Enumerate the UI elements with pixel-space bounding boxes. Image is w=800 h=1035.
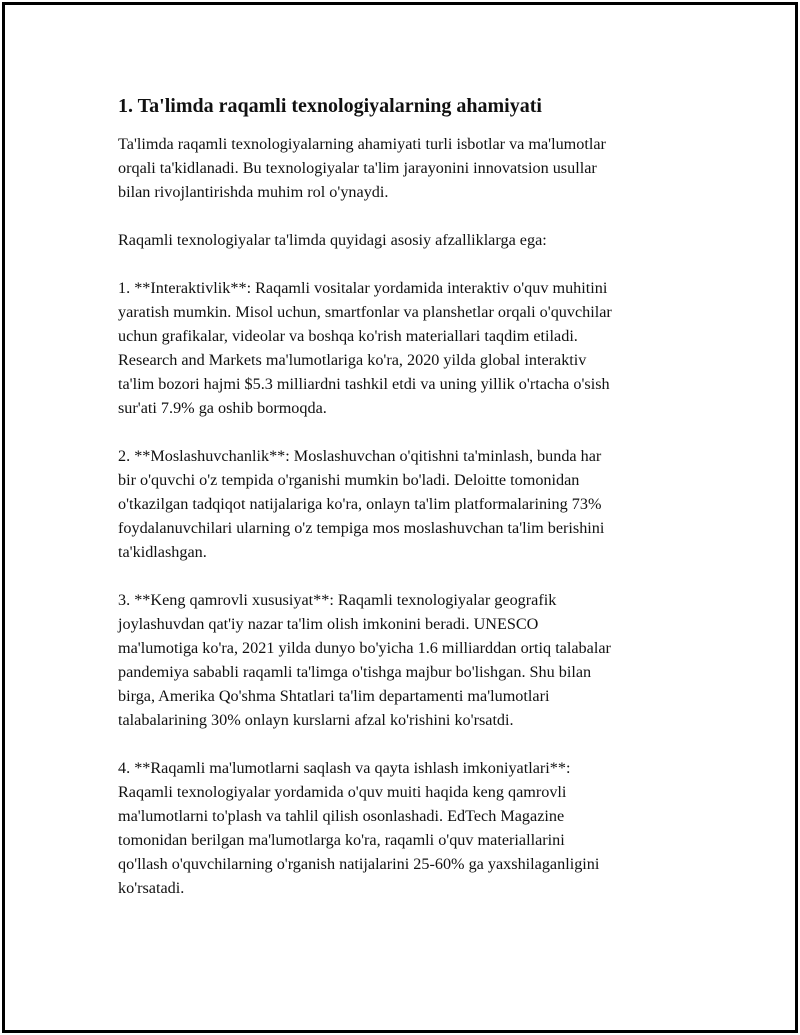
text-line: orqali ta'kidlanadi. Bu texnologiyalar ta'lim jarayonini innovatsion usullar [118, 159, 597, 177]
text-line: 1. **Interaktivlik**: Raqamli vositalar yordamida interaktiv o'quv muhitini [118, 279, 608, 297]
section-heading: 1. Ta'limda raqamli texnologiyalarning ahamiyati [118, 95, 542, 117]
text-line: joylashuvdan qat'iy nazar ta'lim olish imkonini beradi. UNESCO [118, 615, 539, 633]
text-line: talabalarining 30% onlayn kurslarni afzal ko'rishini ko'rsatdi. [118, 711, 514, 729]
text-line: qo'llash o'quvchilarning o'rganish natijalarini 25-60% ga yaxshilaganligini [118, 855, 600, 873]
text-line: 2. **Moslashuvchanlik**: Moslashuvchan o'qitishni ta'minlash, bunda har [118, 447, 602, 465]
paragraph-advantages-intro [118, 228, 698, 252]
text-line: Raqamli texnologiyalar yordamida o'quv muiti haqida keng qamrovli [118, 783, 567, 801]
text-line: ma'lumotlarni to'plash va tahlil qilish osonlashadi. EdTech Magazine [118, 807, 565, 825]
text-line: yaratish mumkin. Misol uchun, smartfonlar va planshetlar orqali o'quvchilar [118, 303, 612, 321]
paragraph-accessibility [118, 588, 698, 732]
text-line: 4. **Raqamli ma'lumotlarni saqlash va qayta ishlash imkoniyatlari**: [118, 759, 571, 777]
text-line: bir o'quvchi o'z tempida o'rganishi mumkin bo'ladi. Deloitte tomonidan [118, 471, 580, 489]
paragraph-intro [118, 132, 698, 204]
text-line: Research and Markets ma'lumotlariga ko'ra, 2020 yilda global interaktiv [118, 351, 587, 369]
text-line: ko'rsatadi. [118, 879, 185, 897]
text-line: ta'kidlashgan. [118, 543, 207, 561]
text-line: o'tkazilgan tadqiqot natijalariga ko'ra, onlayn ta'lim platformalarining 73% [118, 495, 602, 513]
paragraph-flexibility [118, 444, 698, 564]
document-body [118, 93, 698, 924]
text-line: birga, Amerika Qo'shma Shtatlari ta'lim departamenti ma'lumotlari [118, 687, 550, 705]
text-line: Raqamli texnologiyalar ta'limda quyidagi asosiy afzalliklarga ega: [118, 231, 547, 249]
text-line: foydalanuvchilari ularning o'z tempiga mos moslashuvchan ta'lim berishini [118, 519, 605, 537]
paragraph-data-processing [118, 756, 698, 900]
text-line: Ta'limda raqamli texnologiyalarning ahamiyati turli isbotlar va ma'lumotlar [118, 135, 606, 153]
text-line: sur'ati 7.9% ga oshib bormoqda. [118, 399, 327, 417]
text-line: bilan rivojlantirishda muhim rol o'ynaydi. [118, 183, 389, 201]
text-line: ta'lim bozori hajmi $5.3 milliardni tashkil etdi va uning yillik o'rtacha o'sish [118, 375, 610, 393]
text-line: ma'lumotiga ko'ra, 2021 yilda dunyo bo'yicha 1.6 milliarddan ortiq talabalar [118, 639, 611, 657]
text-line: 3. **Keng qamrovli xususiyat**: Raqamli texnologiyalar geografik [118, 591, 557, 609]
paragraph-interactivity [118, 276, 698, 420]
text-line: pandemiya sababli raqamli ta'limga o'tishga majbur bo'lishgan. Shu bilan [118, 663, 592, 681]
text-line: uchun grafikalar, videolar va boshqa ko'rish materiallari taqdim etiladi. [118, 327, 578, 345]
text-line: tomonidan berilgan ma'lumotlarga ko'ra, raqamli o'quv materiallarini [118, 831, 565, 849]
